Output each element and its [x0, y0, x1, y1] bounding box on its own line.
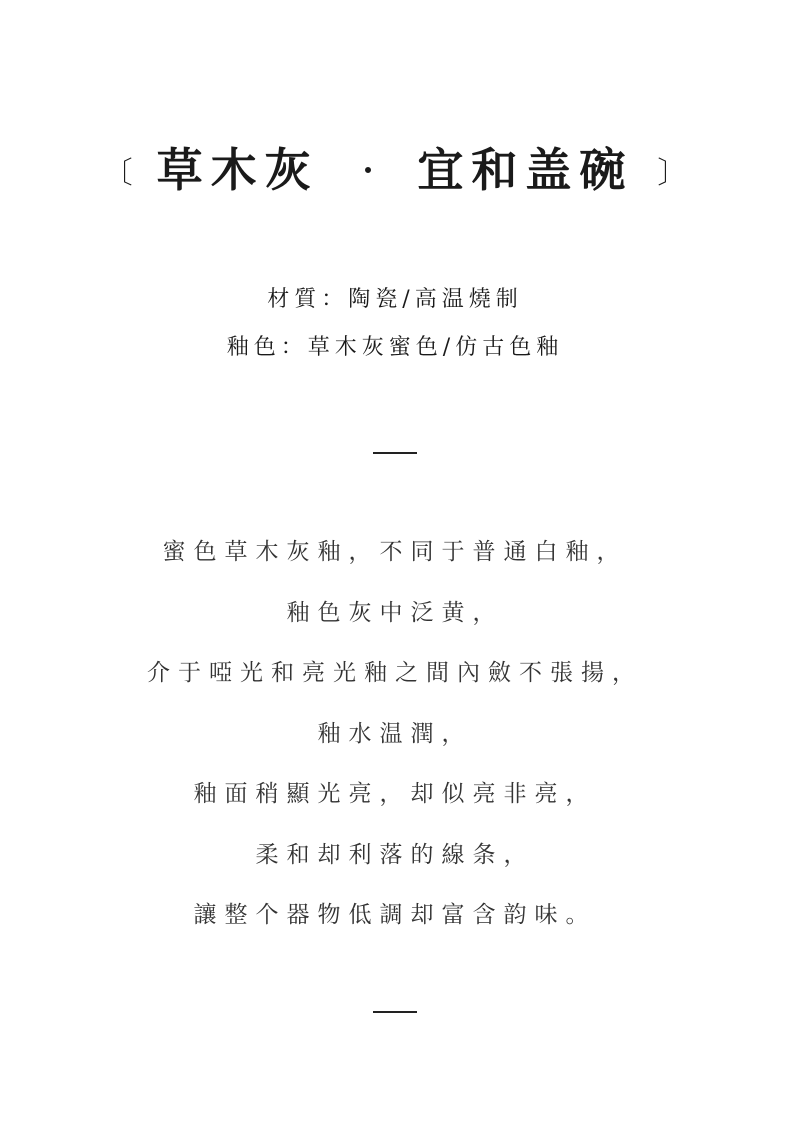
description-line: 介于啞光和亮光釉之間內斂不張揚， — [147, 660, 643, 686]
title-product-series: 草木灰 — [156, 143, 319, 197]
description-line: 釉色灰中泛黄， — [286, 599, 504, 626]
description-line: 釉水温潤， — [317, 720, 473, 747]
page-title — [0, 135, 790, 209]
title-product-name: 宜和盖碗 — [417, 143, 634, 197]
title-separator-dot: · — [360, 143, 376, 197]
description-line: 蜜色草木灰釉，不同于普通白釉， — [162, 539, 628, 565]
divider-top — [373, 452, 417, 454]
title-left-bracket: 〔 — [102, 156, 133, 191]
description-line: 釉面稍顯光亮，却似亮非亮， — [193, 781, 597, 807]
description-line: 讓整个器物低調却富含韵味。 — [193, 902, 597, 928]
divider-bottom — [373, 1011, 417, 1013]
description-text — [0, 522, 790, 946]
spec-glaze: 釉色：草木灰蜜色/仿古色釉 — [226, 335, 564, 360]
spec-material: 材質：陶瓷/高温燒制 — [267, 287, 523, 312]
title-right-bracket: 〕 — [657, 156, 688, 191]
description-line: 柔和却利落的線条， — [255, 841, 535, 868]
product-specs — [0, 276, 790, 372]
